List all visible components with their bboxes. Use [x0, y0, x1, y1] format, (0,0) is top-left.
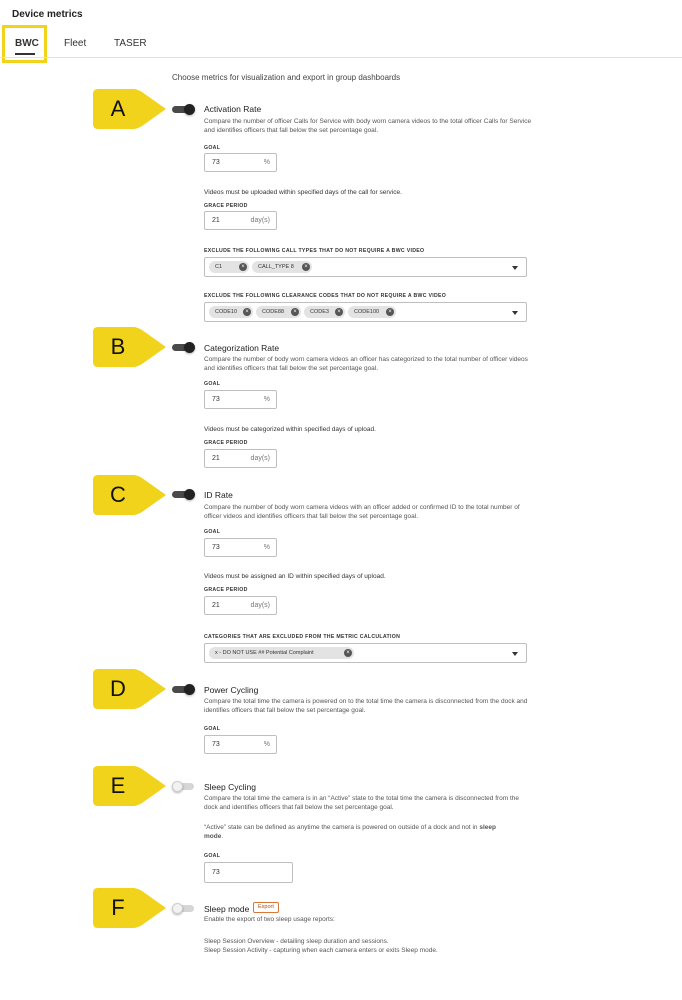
goal-value: 73 — [212, 159, 220, 166]
power-cycling-toggle[interactable] — [172, 684, 196, 694]
chip-label: x - DO NOT USE ## Potential Complaint — [215, 650, 314, 656]
chip-category — [209, 647, 354, 659]
id-rate-grace-input[interactable] — [204, 596, 277, 615]
tab-bwc[interactable]: BWC — [15, 38, 39, 49]
note-bold: mode — [204, 832, 222, 840]
id-rate-description: Compare the number of body worn camera videos with an officer added or confirmed ID to the total number of officer videos and identifies officers that fall below the set percentage goal. — [204, 504, 520, 520]
power-goal-input[interactable] — [204, 735, 277, 754]
grace-period-label: GRACE PERIOD — [204, 440, 248, 446]
categorization-rate-toggle[interactable] — [172, 342, 196, 352]
chevron-down-icon[interactable] — [512, 266, 518, 270]
intro-text: Choose metrics for visualization and export in group dashboards — [172, 73, 401, 82]
remove-chip-icon[interactable]: × — [335, 308, 343, 316]
marker-label: F — [111, 895, 125, 920]
categorization-rate-description: Compare the number of body worn camera videos an officer has categorized to the total number of officer videos and identifies officers that fall below the set percentage goal. — [204, 356, 528, 372]
excluded-categories-select[interactable] — [204, 643, 527, 663]
id-rate-title: ID Rate — [204, 490, 233, 500]
tab-taser[interactable]: TASER — [114, 38, 147, 49]
note-bold: sleep — [479, 824, 496, 831]
callout-marker-e — [90, 763, 170, 809]
tab-fleet[interactable]: Fleet — [64, 38, 87, 49]
sleep-cycling-toggle[interactable] — [172, 781, 196, 791]
clearance-codes-label: EXCLUDE THE FOLLOWING CLEARANCE CODES THAT DO NOT REQUIRE A BWC VIDEO — [204, 293, 447, 299]
goal-label: GOAL — [204, 145, 221, 151]
sleep-report-1: Sleep Session Overview - detailing sleep duration and sessions. — [204, 938, 389, 945]
remove-chip-icon[interactable]: × — [243, 308, 251, 316]
callout-marker-b — [90, 324, 170, 370]
grace-unit: day(s) — [250, 602, 270, 609]
chip-label: CODE88 — [262, 309, 285, 315]
grace-value: 21 — [212, 455, 220, 462]
chip-code — [304, 306, 345, 318]
note-end: . — [221, 832, 224, 840]
remove-chip-icon[interactable]: × — [239, 263, 247, 271]
chip-call-type — [252, 261, 312, 273]
sleep-report-2: Sleep Session Activity - capturing when each camera enters or exits Sleep mode. — [204, 947, 438, 954]
goal-unit: % — [263, 396, 270, 403]
call-types-select[interactable] — [204, 257, 527, 277]
export-badge[interactable]: Export — [253, 902, 279, 913]
chevron-down-icon[interactable] — [512, 652, 518, 656]
marker-label: E — [110, 773, 126, 798]
callout-marker-a — [90, 86, 170, 132]
chip-label: CODE10 — [215, 309, 238, 315]
power-cycling-description: Compare the total time the camera is powered on to the total time the camera is disconnected from the dock and identifies officers that fall below the set percentage goal. — [204, 698, 528, 714]
sleep-mode-title: Sleep mode — [204, 904, 250, 914]
id-rate-goal-input[interactable] — [204, 538, 277, 557]
active-state-note — [204, 824, 534, 841]
goal-value: 73 — [212, 396, 220, 403]
callout-marker-d — [90, 666, 170, 712]
sleep-goal-input[interactable] — [204, 862, 293, 883]
chip-label: CALL_TYPE 8 — [258, 264, 294, 270]
grace-period-label: GRACE PERIOD — [204, 203, 248, 209]
categorization-goal-input[interactable] — [204, 390, 277, 409]
categorization-rate-title: Categorization Rate — [204, 343, 280, 353]
goal-value: 73 — [212, 741, 220, 748]
grace-unit: day(s) — [250, 455, 270, 462]
categorization-grace-input[interactable] — [204, 449, 277, 468]
chip-code — [209, 306, 253, 318]
id-rate-toggle[interactable] — [172, 489, 196, 499]
activation-goal-input[interactable] — [204, 153, 277, 172]
sleep-mode-toggle[interactable] — [172, 903, 196, 913]
chip-label: C1 — [215, 264, 223, 270]
goal-unit: % — [263, 159, 270, 166]
note-text: “Active” state can be defined as anytime the camera is powered on outside of a dock and not in — [204, 824, 480, 831]
remove-chip-icon[interactable]: × — [386, 308, 394, 316]
grace-note: Videos must be uploaded within specified days of the call for service. — [204, 189, 402, 196]
goal-label: GOAL — [204, 726, 221, 732]
chip-label: CODE100 — [354, 309, 380, 315]
page-title: Device metrics — [12, 9, 83, 20]
grace-unit: day(s) — [250, 217, 270, 224]
marker-label: D — [110, 676, 126, 701]
activation-rate-description: Compare the number of officer Calls for Service with body worn camera videos to the total officer Calls for Service and identifies officers that fall below the set percentage goal. — [204, 118, 532, 134]
marker-label: B — [110, 334, 126, 359]
grace-period-label: GRACE PERIOD — [204, 587, 248, 593]
callout-marker-f — [90, 885, 170, 931]
remove-chip-icon[interactable]: × — [344, 649, 352, 657]
goal-label: GOAL — [204, 853, 221, 859]
grace-value: 21 — [212, 217, 220, 224]
remove-chip-icon[interactable]: × — [302, 263, 310, 271]
goal-label: GOAL — [204, 529, 221, 535]
excluded-categories-label: CATEGORIES THAT ARE EXCLUDED FROM THE METRIC CALCULATION — [204, 634, 401, 640]
activation-grace-input[interactable] — [204, 211, 277, 230]
goal-label: GOAL — [204, 381, 221, 387]
chevron-down-icon[interactable] — [512, 311, 518, 315]
sleep-cycling-description: Compare the total time the camera is in an “Active” state to the total time the camera is disconnected from the dock and identifies officers that fall below the set percentage goal. — [204, 795, 520, 811]
sleep-mode-description: Enable the export of two sleep usage reports: — [204, 916, 335, 923]
marker-label: A — [110, 96, 126, 121]
activation-rate-toggle[interactable] — [172, 104, 196, 114]
chip-code — [348, 306, 396, 318]
call-types-label: EXCLUDE THE FOLLOWING CALL TYPES THAT DO NOT REQUIRE A BWC VIDEO — [204, 248, 425, 254]
goal-unit: % — [263, 741, 270, 748]
chip-call-type — [209, 261, 249, 273]
tabs-divider — [0, 57, 682, 58]
marker-label: C — [110, 482, 126, 507]
goal-unit: % — [263, 544, 270, 551]
chip-label: CODE3 — [310, 309, 329, 315]
chip-code — [256, 306, 301, 318]
power-cycling-title: Power Cycling — [204, 685, 259, 695]
goal-value: 73 — [212, 544, 220, 551]
activation-rate-title: Activation Rate — [204, 104, 262, 114]
callout-marker-c — [90, 472, 170, 518]
clearance-codes-select[interactable] — [204, 302, 527, 322]
sleep-cycling-title: Sleep Cycling — [204, 782, 256, 792]
goal-value: 73 — [212, 869, 220, 876]
grace-note: Videos must be assigned an ID within specified days of upload. — [204, 573, 386, 580]
grace-note: Videos must be categorized within specified days of upload. — [204, 426, 376, 433]
grace-value: 21 — [212, 602, 220, 609]
active-tab-indicator — [15, 53, 35, 55]
remove-chip-icon[interactable]: × — [291, 308, 299, 316]
